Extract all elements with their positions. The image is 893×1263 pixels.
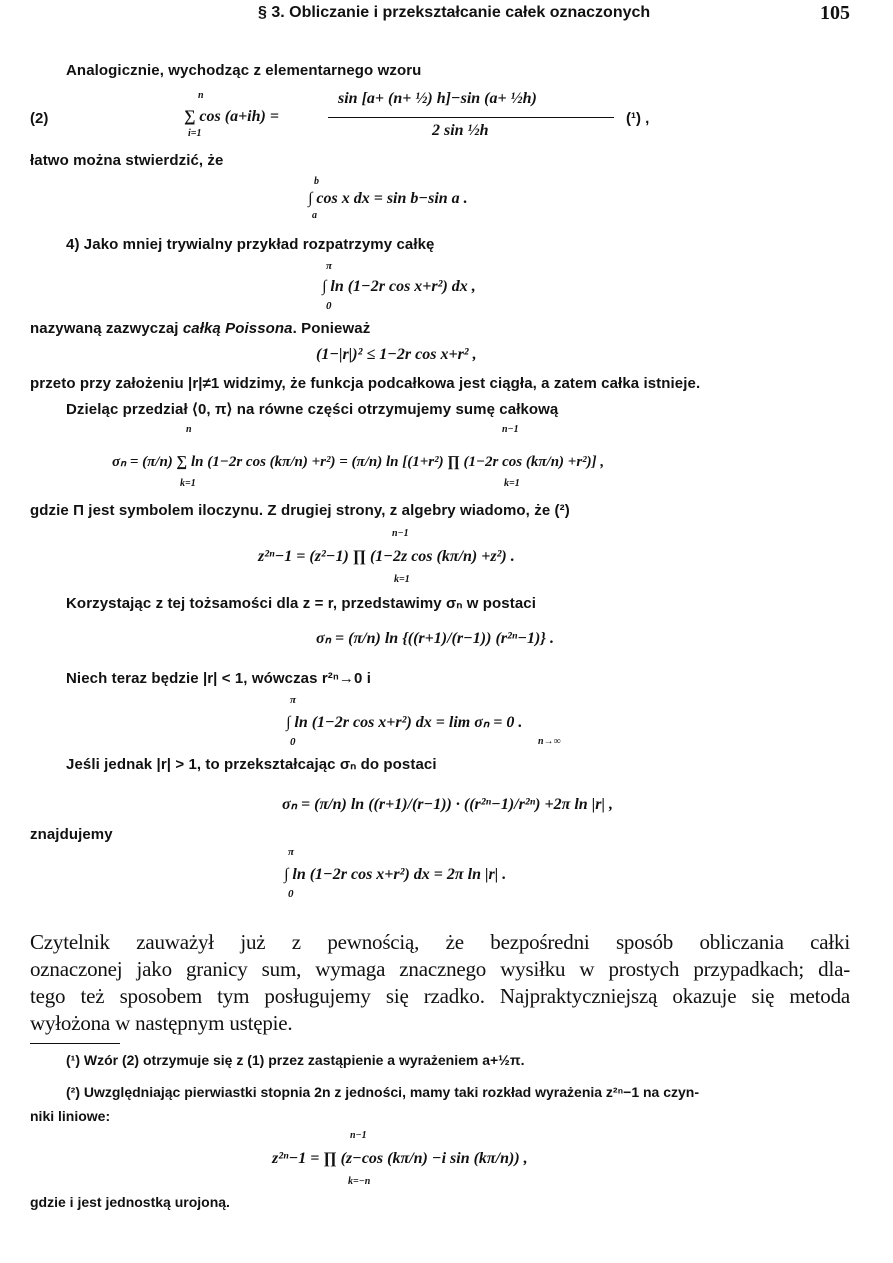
text-poisson	[30, 320, 370, 337]
sum-upper-limit: n	[198, 90, 204, 101]
text-case-large-r: Jeśli jednak |r| > 1, to przekształcając σₙ do postaci	[66, 756, 437, 773]
footnote-separator	[30, 1043, 120, 1044]
footnote-2-equation: z²ⁿ−1 = ∏ (z−cos (kπ/n) −i sin (kπ/n)) ,	[272, 1150, 528, 1167]
text-partition: Dzieląc przedział ⟨0, π⟩ na równe części otrzymujemy sumę całkową	[66, 401, 559, 418]
equation-sigma-closed: σₙ = (π/n) ln {((r+1)/(r−1)) (r²ⁿ−1)} .	[316, 630, 554, 647]
integral-lower-limit: 0	[290, 736, 296, 748]
product-lower-limit: k=1	[504, 478, 520, 489]
fraction-bar	[328, 117, 614, 118]
sum-upper-limit: n	[186, 424, 192, 435]
limit-subscript: n→∞	[538, 736, 561, 747]
text-example-4: 4) Jako mniej trywialny przykład rozpatrzymy całkę	[66, 236, 435, 253]
closing-line-4: wyłożona w następnym ustępie.	[30, 1011, 293, 1035]
closing-line-1: Czytelnik zauważył już z pewnością, że bezpośredni sposób obliczania całki	[30, 930, 850, 954]
integral-lower-limit: a	[312, 210, 317, 221]
equation-sigma-large-r: σₙ = (π/n) ln ((r+1)/(r−1)) · ((r²ⁿ−1)/r²ⁿ) +2π ln |r| ,	[282, 796, 613, 813]
equation-identity: z²ⁿ−1 = (z²−1) ∏ (1−2z cos (kπ/n) +z²) .	[258, 548, 515, 565]
equation-sigma-sum: σₙ = (π/n) ∑ ln (1−2r cos (kπ/n) +r²) = (π/n) ln [(1+r²) ∏ (1−2r cos (kπ/n) +r²)] ,	[112, 454, 605, 470]
sum-lower-limit: i=1	[188, 128, 202, 139]
product-upper-limit: n−1	[502, 424, 519, 435]
integral-upper-limit: π	[326, 260, 333, 272]
text-continuity: przeto przy założeniu |r|≠1 widzimy, że funkcja podcałkowa jest ciągła, a zatem całka istnieje.	[30, 375, 701, 392]
equation-inequality: (1−|r|)² ≤ 1−2r cos x+r² ,	[316, 346, 477, 363]
text-we-find: znajdujemy	[30, 826, 113, 843]
equation-poisson-integral: ∫ ln (1−2r cos x+r²) dx ,	[322, 278, 476, 295]
text-easy-check: łatwo można stwierdzić, że	[30, 152, 224, 169]
equation-cos-integral: ∫ cos x dx = sin b−sin a .	[308, 190, 468, 207]
text-poisson-prefix: nazywaną zazwyczaj	[30, 320, 183, 337]
product-lower-limit: k=−n	[348, 1176, 371, 1187]
equation-result: ∫ ln (1−2r cos x+r²) dx = 2π ln |r| .	[284, 866, 507, 883]
footnote-2-line-3: gdzie i jest jednostką urojoną.	[30, 1194, 230, 1210]
integral-lower-limit: 0	[288, 888, 294, 900]
footnote-ref-1: (¹) ,	[626, 110, 650, 127]
footnote-2-line-1: (²) Uwzględniając pierwiastki stopnia 2n z jedności, mamy taki rozkład wyrażenia z²ⁿ−1 na czyn-	[66, 1084, 700, 1100]
text-case-small-r: Niech teraz będzie |r| < 1, wówczas r²ⁿ→0 i	[66, 670, 371, 687]
closing-line-3: tego też sposobem tym posługujemy się rzadko. Najpraktyczniejszą okazuje się metoda	[30, 984, 850, 1008]
product-lower-limit: k=1	[394, 574, 410, 585]
text-identity-use: Korzystając z tej tożsamości dla z = r, przedstawimy σₙ w postaci	[66, 595, 536, 612]
text-poisson-suffix: . Ponieważ	[292, 320, 371, 337]
integral-upper-limit: π	[288, 846, 295, 858]
footnote-2-line-2: niki liniowe:	[30, 1108, 111, 1124]
integral-upper-limit: b	[314, 176, 319, 187]
equation-2-denominator: 2 sin ½h	[432, 122, 489, 139]
closing-line-2: oznaczonej jako granicy sum, wymaga znacznego wysiłku w prostych przypadkach; dla-	[30, 957, 850, 981]
text-poisson-emphasis: całką Poissona	[182, 320, 293, 337]
page-number: 105	[820, 2, 850, 24]
integral-lower-limit: 0	[326, 300, 332, 312]
product-upper-limit: n−1	[392, 528, 409, 539]
equation-2-lhs: ∑ cos (a+ih) =	[184, 108, 279, 125]
integral-upper-limit: π	[290, 694, 297, 706]
section-title: § 3. Obliczanie i przekształcanie całek oznaczonych	[258, 4, 651, 21]
equation-label-2: (2)	[30, 110, 49, 127]
product-upper-limit: n−1	[350, 1130, 367, 1141]
text-product-symbol: gdzie Π jest symbolem iloczynu. Z drugiej strony, z algebry wiadomo, że (²)	[30, 502, 570, 519]
footnote-1: (¹) Wzór (2) otrzymuje się z (1) przez zastąpienie a wyrażeniem a+½π.	[66, 1052, 525, 1068]
sum-lower-limit: k=1	[180, 478, 196, 489]
equation-2-numerator: sin [a+ (n+ ½) h]−sin (a+ ½h)	[338, 90, 537, 107]
equation-limit: ∫ ln (1−2r cos x+r²) dx = lim σₙ = 0 .	[286, 714, 523, 731]
text-intro: Analogicznie, wychodząc z elementarnego wzoru	[66, 62, 422, 79]
